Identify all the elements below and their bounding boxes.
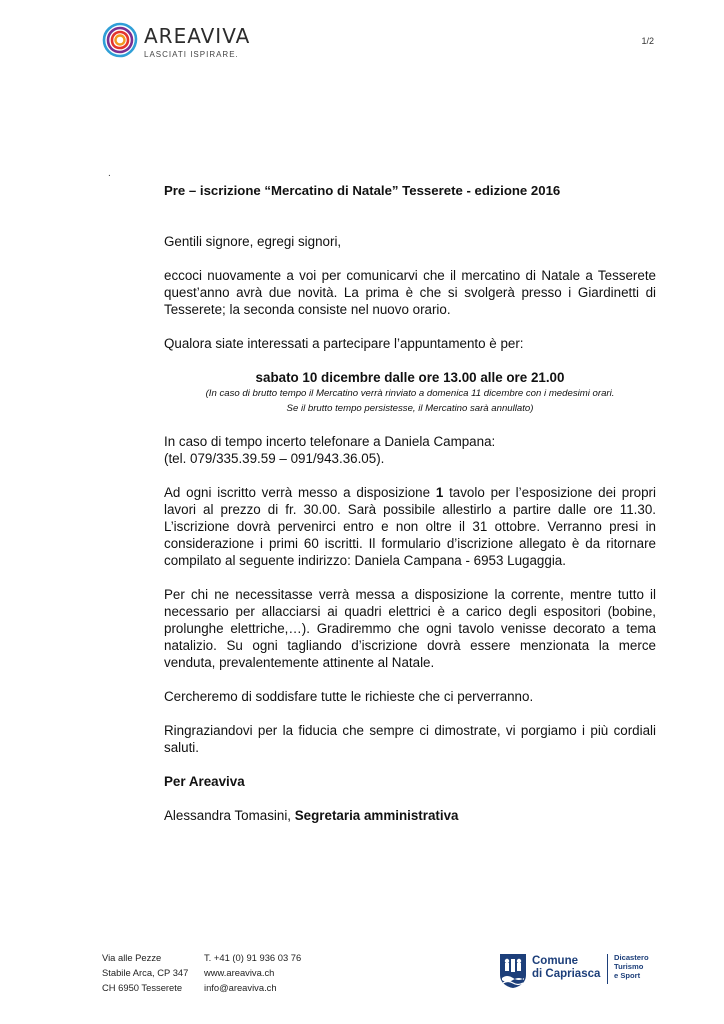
address-line-2: Stabile Arca, CP 347 [102, 967, 189, 978]
marker-dot: . [108, 168, 111, 179]
weather-note-line-2: Se il brutto tempo persistesse, il Mercatino sarà annullato) [286, 403, 534, 414]
closing-paragraph-2: Ringraziandovi per la fiducia che sempre ci dimostrate, vi porgiamo i più cordiali saluti. [164, 723, 656, 755]
brand-tagline: LASCIATI ISPIRARE. [144, 50, 239, 59]
dicastero-line-3: e Sport [614, 971, 641, 980]
intro-paragraph: eccoci nuovamente a voi per comunicarvi che il mercatino di Natale a Tesserete quest’anno avrà due novità. La prima è che si svolgerà presso i Giardinetti di Tesserete; la seconda consiste nel nuovo orario. [164, 268, 656, 317]
dicastero-line-2: Turismo [614, 962, 644, 971]
greeting: Gentili signore, egregi signori, [164, 234, 342, 249]
registration-paragraph [164, 484, 656, 569]
letter-body [164, 182, 656, 824]
registration-text-pre: Ad ogni iscritto verrà messo a disposizione [164, 485, 436, 500]
uncertain-weather-line-1: In caso di tempo incerto telefonare a Daniela Campana: [164, 434, 496, 449]
footer-phone: T. +41 (0) 91 936 03 76 [204, 952, 302, 963]
signer-role: Segretaria amministrativa [294, 808, 459, 823]
dicastero-label [614, 953, 649, 980]
comune-line-1: Comune [532, 955, 578, 967]
footer-email[interactable]: info@areaviva.ch [204, 982, 277, 993]
registration-text-post: tavolo per l’esposizione dei propri lavori al prezzo di fr. 30.00. Sarà possibile allestirlo a partire dalle ore 11.30. L’iscrizione dovrà pervenirci entro e non oltre il 31 ottobre. Verranno presi in considerazione i primi 60 iscritti. Il formulario d’iscrizione allegato è da ritornare compilato al seguente indirizzo: Daniela Campana - 6953 Lugaggia. [164, 485, 656, 568]
signer-name: Alessandra Tomasini, [164, 808, 295, 823]
uncertain-weather-line-2: (tel. 079/335.39.59 – 091/943.36.05). [164, 451, 385, 466]
page-number: 1/2 [641, 36, 654, 46]
brand [144, 26, 250, 59]
footer-address [102, 950, 188, 995]
comune-name [532, 955, 600, 981]
appointment-date: sabato 10 dicembre dalle ore 13.00 alle ore 21.00 [255, 370, 565, 385]
signature-line [164, 807, 656, 824]
address-line-1: Via alle Pezze [102, 952, 162, 963]
registration-table-count: 1 [435, 485, 444, 500]
footer-website[interactable]: www.areaviva.ch [204, 967, 275, 978]
electricity-paragraph: Per chi ne necessitasse verrà messa a disposizione la corrente, mentre tutto il necessario per allacciarsi ai quadri elettrici è a carico degli espositori (bobine, prolunghe elettriche,…). Gradiremmo che ogni tavolo venisse decorato a tema natalizio. Su ogni tagliando d’iscrizione dovrà essere menzionata la merce venduta, prevalentemente attinente al Natale. [164, 587, 656, 670]
letter-title: Pre – iscrizione “Mercatino di Natale” Tesserete - edizione 2016 [164, 183, 561, 198]
address-line-3: CH 6950 Tesserete [102, 982, 183, 993]
brand-name: AREAVIVA [144, 24, 251, 48]
footer-contacts [204, 950, 301, 995]
weather-note [164, 386, 656, 416]
uncertain-weather [164, 433, 656, 467]
closing-paragraph-1: Cercheremo di soddisfare tutte le richieste che ci perverranno. [164, 689, 534, 704]
appointment-intro: Qualora siate interessati a partecipare l’appuntamento è per: [164, 336, 524, 351]
footer-divider [607, 954, 608, 984]
comune-line-2: di Capriasca [532, 968, 601, 980]
dicastero-line-1: Dicastero [614, 953, 649, 962]
signoff: Per Areaviva [164, 774, 245, 789]
capriasca-crest-icon [499, 953, 527, 989]
areaviva-logo-icon [102, 22, 138, 58]
weather-note-line-1: (In caso di brutto tempo il Mercatino verrà rinviato a domenica 11 dicembre con i medesimi orari. [205, 388, 615, 399]
